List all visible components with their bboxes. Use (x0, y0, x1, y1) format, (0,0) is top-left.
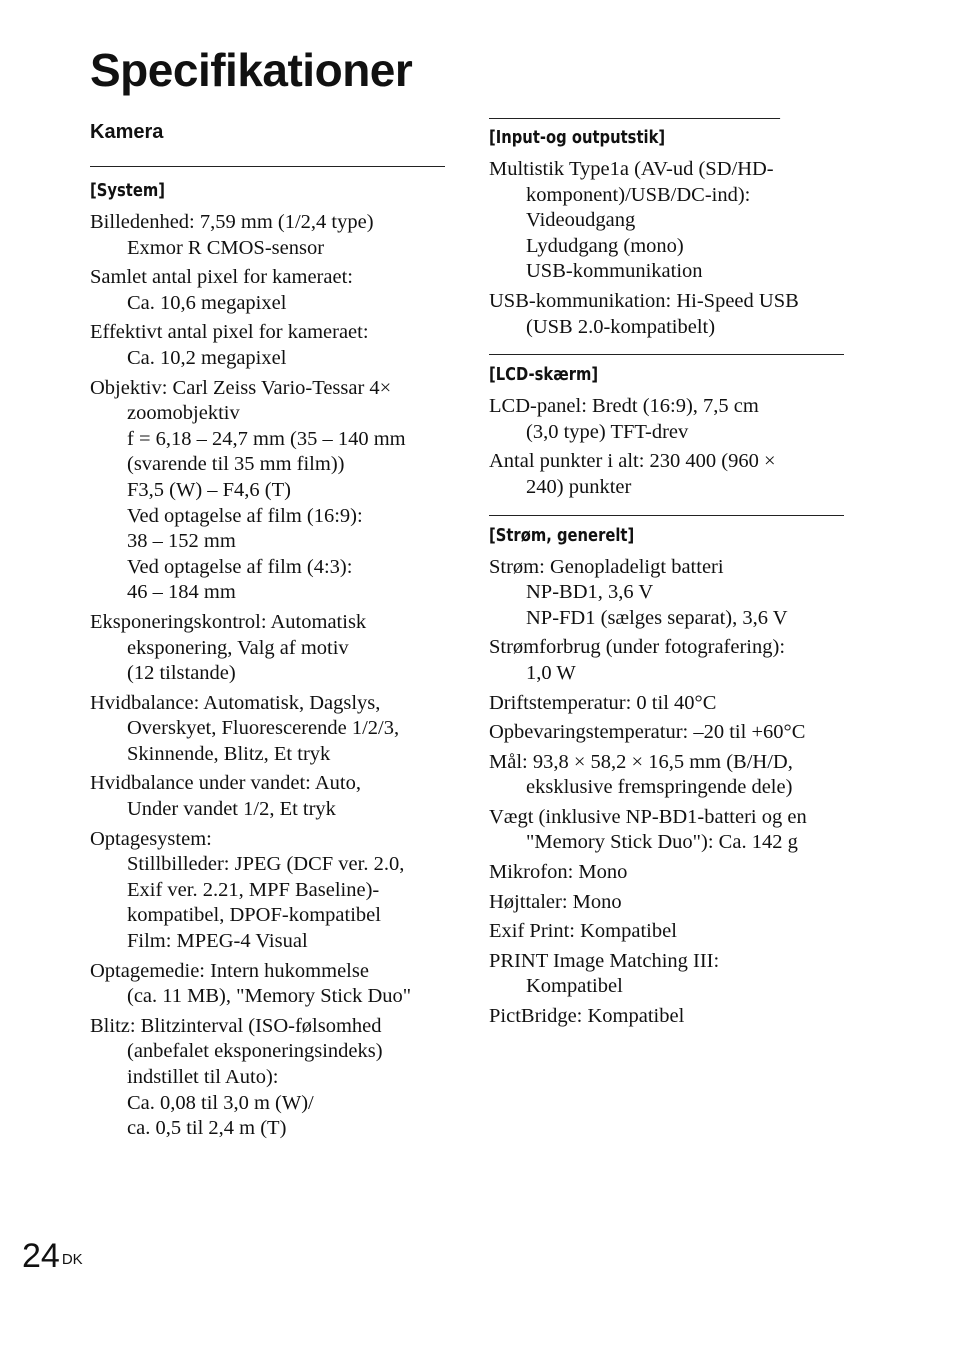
spec-entry (90, 210, 445, 261)
spec-line-continued: zoomobjektiv (127, 402, 240, 425)
spec-entry (489, 720, 844, 746)
section-heading: [Strøm, generelt] (489, 524, 635, 546)
spec-line: Højttaler: Mono (489, 890, 622, 913)
spec-entry (489, 289, 844, 340)
page-number-suffix: DK (61, 1251, 83, 1268)
spec-line: Multistik Type1a (AV-ud (SD/HD- (489, 158, 774, 180)
spec-line: Antal punkter i alt: 230 400 (960 × (489, 450, 776, 473)
spec-line-continued: Videoudgang (526, 209, 636, 232)
spec-line: PictBridge: Kompatibel (489, 1005, 685, 1028)
spec-line: Driftstemperatur: 0 til 40°C (489, 691, 717, 714)
spec-entry (489, 750, 844, 801)
page-title: Specifikationer (90, 44, 413, 96)
spec-entry (489, 394, 844, 445)
spec-line-continued: indstillet til Auto): (127, 1066, 279, 1088)
spec-line: Effektivt antal pixel for kameraet: (90, 321, 369, 344)
spec-line-continued: Ca. 10,2 megapixel (127, 346, 287, 369)
spec-entry (90, 265, 445, 316)
spec-entry (90, 771, 445, 822)
spec-line-continued: 1,0 W (526, 661, 576, 684)
spec-line-continued: Film: MPEG-4 Visual (127, 930, 308, 953)
spec-line-continued: Ca. 0,08 til 3,0 m (W)/ (127, 1091, 314, 1114)
spec-line-continued: Under vandet 1/2, Et tryk (127, 798, 336, 821)
spec-line: Strøm: Genopladeligt batteri (489, 555, 724, 578)
spec-line-continued: Ved optagelse af film (4:3): (127, 555, 353, 578)
spec-line: Blitz: Blitzinterval (ISO-følsomhed (90, 1014, 382, 1037)
entry-list (90, 210, 445, 1142)
section-heading: [System] (90, 180, 165, 201)
spec-entry (489, 890, 844, 916)
spec-line-continued: F3,5 (W) – F4,6 (T) (127, 478, 291, 501)
section-heading: [Input-og outputstik] (489, 118, 780, 151)
spec-line-continued: ca. 0,5 til 2,4 m (T) (127, 1117, 287, 1140)
spec-entry (489, 1004, 844, 1030)
spec-line-continued: (anbefalet eksponeringsindeks) (127, 1040, 383, 1063)
spec-line-continued: Exif ver. 2.21, MPF Baseline)- (127, 878, 380, 901)
spec-line: Vægt (inklusive NP-BD1-batteri og en (489, 805, 807, 828)
spec-line-continued: USB-kommunikation (526, 260, 703, 283)
entry-list (489, 157, 844, 340)
spec-entry (90, 320, 445, 371)
spec-entry (489, 949, 844, 1000)
spec-line-continued: kompatibel, DPOF-kompatibel (127, 904, 381, 927)
spec-line-continued: (ca. 11 MB), "Memory Stick Duo" (127, 985, 412, 1008)
spec-line: Mikrofon: Mono (489, 861, 628, 884)
spec-line: Billedenhed: 7,59 mm (1/2,4 type) (90, 211, 374, 233)
spec-line: Samlet antal pixel for kameraet: (90, 266, 353, 289)
spec-line-continued: NP-BD1, 3,6 V (526, 581, 654, 604)
spec-line-continued: Overskyet, Fluorescerende 1/2/3, (127, 717, 400, 740)
spec-line-continued: Skinnende, Blitz, Et tryk (127, 742, 331, 765)
spec-line-continued: (3,0 type) TFT-drev (526, 420, 689, 443)
spec-entry (489, 555, 844, 632)
spec-line: Objektiv: Carl Zeiss Vario-Tessar 4× (90, 376, 392, 399)
spec-line-continued: Ved optagelse af film (16:9): (127, 504, 363, 527)
spec-entry (90, 691, 445, 768)
page-number (22, 1236, 83, 1276)
spec-line: Exif Print: Kompatibel (489, 920, 677, 943)
spec-entry (489, 691, 844, 717)
spec-entry (489, 157, 844, 285)
entry-list (489, 555, 844, 1030)
right-column (489, 118, 844, 1044)
spec-entry (489, 635, 844, 686)
spec-line-continued: "Memory Stick Duo"): Ca. 142 g (526, 831, 798, 854)
spec-line-continued: komponent)/USB/DC-ind): (526, 183, 751, 206)
spec-line: USB-kommunikation: Hi-Speed USB (489, 289, 799, 312)
left-column (90, 118, 445, 1156)
section-lcd (489, 355, 844, 500)
spec-line: Opbevaringstemperatur: –20 til +60°C (489, 721, 806, 744)
spec-line: Optagesystem: (90, 827, 212, 850)
spec-line: Hvidbalance under vandet: Auto, (90, 772, 361, 795)
spec-entry (90, 827, 445, 955)
page-number-value: 24 (22, 1237, 60, 1275)
spec-line-continued: (12 tilstande) (127, 662, 236, 685)
spec-line-continued: 38 – 152 mm (127, 530, 236, 553)
spec-line-continued: eksklusive fremspringende dele) (526, 776, 793, 799)
spec-line-continued: Lydudgang (mono) (526, 234, 684, 257)
spec-line-continued: NP-FD1 (sælges separat), 3,6 V (526, 606, 788, 629)
spec-line-continued: Exmor R CMOS-sensor (127, 236, 325, 259)
spec-entry (489, 805, 844, 856)
spec-line: Hvidbalance: Automatisk, Dagslys, (90, 691, 381, 714)
spec-line-continued: 46 – 184 mm (127, 581, 236, 604)
entry-list (489, 394, 844, 500)
spec-line: Mål: 93,8 × 58,2 × 16,5 mm (B/H/D, (489, 750, 793, 773)
spec-entry (489, 449, 844, 500)
spec-entry (489, 919, 844, 945)
spec-line-continued: eksponering, Valg af motiv (127, 636, 349, 659)
spec-entry (90, 959, 445, 1010)
camera-heading: Kamera (90, 121, 164, 143)
section-io (489, 118, 844, 340)
spec-line: PRINT Image Matching III: (489, 949, 720, 972)
spec-line-continued: 240) punkter (526, 475, 632, 498)
spec-entry (489, 860, 844, 886)
section-power (489, 516, 844, 1030)
spec-line-continued: f = 6,18 – 24,7 mm (35 – 140 mm (127, 427, 406, 450)
spec-line-continued: Ca. 10,6 megapixel (127, 291, 287, 314)
spec-line-continued: Kompatibel (526, 975, 623, 998)
spec-line: Strømforbrug (under fotografering): (489, 636, 786, 659)
section-heading: [LCD-skærm] (489, 364, 599, 386)
spec-line: Eksponeringskontrol: Automatisk (90, 610, 367, 633)
spec-line: Optagemedie: Intern hukommelse (90, 959, 369, 982)
spec-entry (90, 610, 445, 687)
spec-entry (90, 1014, 445, 1142)
spec-entry (90, 376, 445, 606)
spec-line-continued: (svarende til 35 mm film)) (127, 453, 345, 476)
spec-line: LCD-panel: Bredt (16:9), 7,5 cm (489, 395, 759, 418)
spec-line-continued: (USB 2.0-kompatibelt) (526, 315, 716, 338)
divider (90, 166, 445, 167)
section-system (90, 171, 445, 1142)
spec-line-continued: Stillbilleder: JPEG (DCF ver. 2.0, (127, 853, 405, 876)
